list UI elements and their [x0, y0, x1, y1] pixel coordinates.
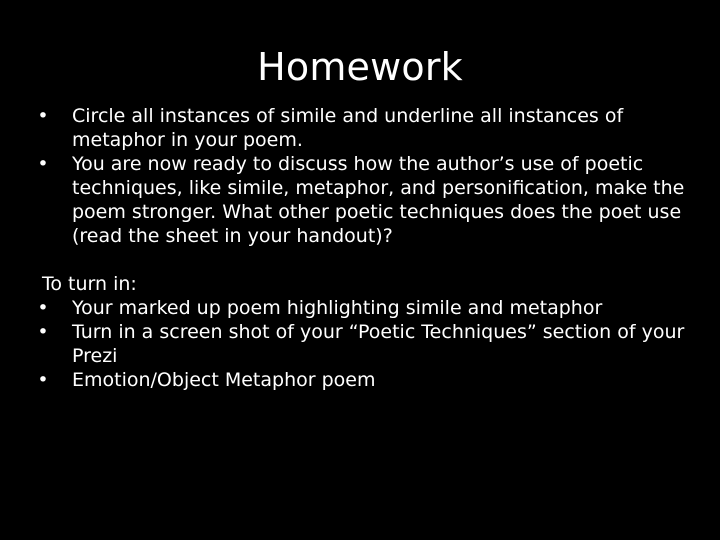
- slide-title: Homework: [257, 45, 463, 89]
- section-spacer: [42, 248, 690, 272]
- turn-in-list: [37, 296, 690, 392]
- turn-in-item: [37, 296, 690, 320]
- turn-in-item: [37, 320, 690, 368]
- bullet-icon: •: [37, 153, 49, 175]
- bullet-icon: •: [37, 297, 49, 319]
- bullet-text: Circle all instances of simile and underline all instances of metaphor in your poem.: [72, 105, 624, 151]
- turn-in-item-text: Emotion/Object Metaphor poem: [72, 369, 376, 391]
- turn-in-item-text: Your marked up poem highlighting simile and metaphor: [72, 297, 603, 319]
- turn-in-heading: To turn in:: [42, 273, 137, 295]
- turn-in-item-text: Turn in a screen shot of your “Poetic Techniques” section of your Prezi: [72, 321, 685, 367]
- homework-bullet-list: [37, 104, 690, 248]
- slide-body: [37, 104, 690, 392]
- bullet-item: [37, 152, 690, 248]
- bullet-text: You are now ready to discuss how the author’s use of poetic techniques, like simile, metaphor, and personification, make the poem stronger. What other poetic techniques does the poet use (read the sheet in your handout)?: [72, 153, 685, 247]
- bullet-item: [37, 104, 690, 152]
- bullet-icon: •: [37, 369, 49, 391]
- bullet-icon: •: [37, 321, 49, 343]
- turn-in-item: [37, 368, 690, 392]
- bullet-icon: •: [37, 105, 49, 127]
